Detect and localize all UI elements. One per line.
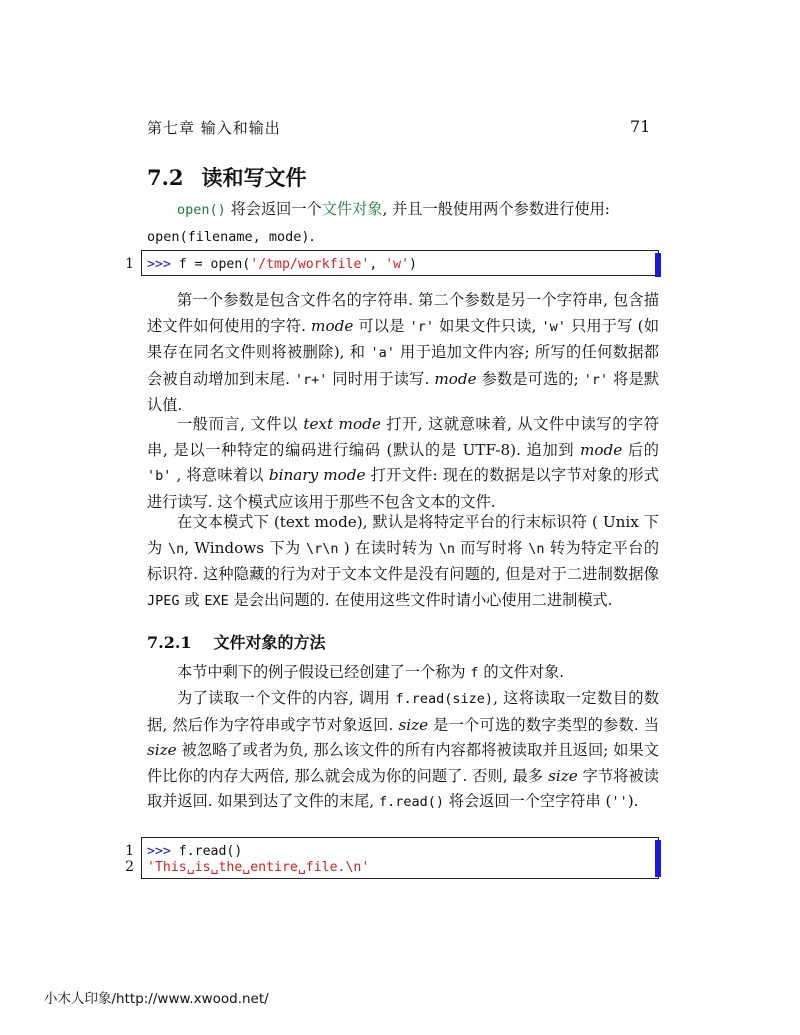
code-block-2-bar [655,840,661,877]
footer-watermark: 小木人印象/http://www.xwood.net/ [44,991,269,1007]
subsection-title [147,630,326,653]
section-title [147,162,307,192]
read-paragraph: 为了读取一个文件的内容, 调用 f.read(size), 这将读取一定数目的数据, 然后作为字符串或字节对象返回. size 是一个可选的数字类型的参数. 当 size 被忽略了或者为负, 那么该文件的所有内容都将被读取并且返回; 如果文件比你的内存大两倍, 那么就会成为你的问题了. 否则, 最多 size 字节将被读取并返回. 如果到达了文件的末尾, f.read() 将会返回一个空字符串 (''). [147,689,660,810]
code-output-line: 'This␣is␣the␣entire␣file.\n' [147,860,370,875]
text-mode-paragraph: 一般而言, 文件以 text mode 打开, 这就意味着, 从文件中读写的字符串, 是以一种特定的编码进行编码 (默认的是 UTF-8). 追加到 mode 后的 'b' , 将意味着以 binary mode 打开文件: 现在的数据是以字节对象的形式进行读写. 这个模式应该用于那些不包含文本的文件. [147,415,660,511]
chapter-header: 第七章 输入和输出 [147,119,281,137]
file-object-paragraph: 本节中剩下的例子假设已经创建了一个称为 f 的文件对象. [177,663,565,681]
code-line: >>> f.read() [147,844,243,859]
mode-paragraph: 第一个参数是包含文件名的字符串. 第二个参数是另一个字符串, 包含描述文件如何使用的字符. mode 可以是 'r' 如果文件只读, 'w' 只用于写 (如果存在同名文件则将被删除), 和 'a' 用于追加文件内容; 所写的任何数据都会被自动增加到末尾. 'r+' 同时用于读写. mode 参数是可选的; 'r' 将是默认值. [147,291,660,414]
open-function-link[interactable]: open() [177,202,226,218]
line-number: 2 [125,859,134,875]
page-number: 71 [630,117,651,136]
line-number: 1 [125,256,134,272]
open-signature: open(filename, mode) [147,228,310,245]
line-ending-paragraph: 在文本模式下 (text mode), 默认是将特定平台的行末标识符 ( Unix 下为 \n, Windows 下为 \r\n ) 在读时转为 \n 而写时将 \n 转为特定平台的标识符. 这种隐藏的行为对于文本文件是没有问题的, 但是对于二进制数据像 JPEG 或 EXE 是会出问题的. 在使用这些文件时请小心使用二进制模式. [147,513,660,609]
code-block-1-bar [655,253,661,277]
section-number: 7.2 [147,165,184,190]
line-number: 1 [125,843,134,859]
intro-paragraph: open() 将会返回一个文件对象, 并且一般使用两个参数进行使用: open(filename, mode). [147,200,610,245]
subsection-title-text: 文件对象的方法 [213,633,326,652]
section-title-text: 读和写文件 [201,165,307,190]
file-object-link[interactable]: 文件对象 [321,200,383,218]
subsection-number: 7.2.1 [147,633,192,652]
code-line: >>> f = open('/tmp/workfile', 'w') [147,257,417,272]
